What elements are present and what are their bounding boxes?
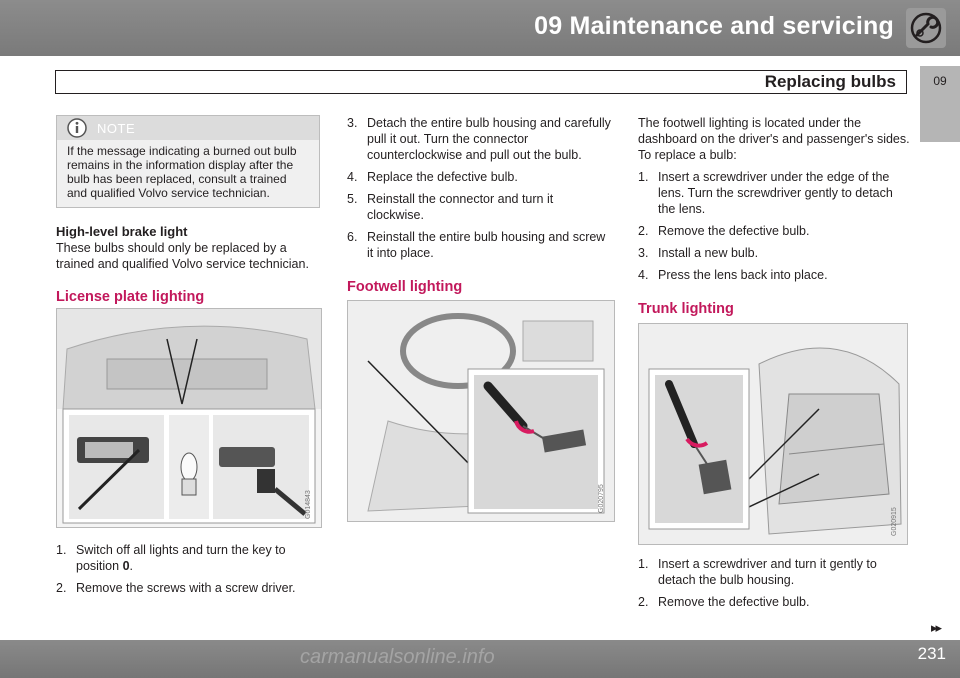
trunk-figure xyxy=(638,323,908,545)
license-plate-heading: License plate lighting xyxy=(56,289,205,305)
trunk-heading: Trunk lighting xyxy=(638,301,734,317)
info-icon xyxy=(67,118,87,138)
list-item: 1. Switch off all lights and turn the key to position 0. xyxy=(56,543,286,573)
trunk-figure-code: G020915 xyxy=(891,507,898,536)
list-item: 2. Remove the defective bulb. xyxy=(638,224,810,238)
list-item: 2. Remove the defective bulb. xyxy=(638,595,810,609)
footwell-figure-code: G020795 xyxy=(598,484,605,513)
wrench-gear-icon xyxy=(906,8,946,48)
list-item: 6. Reinstall the entire bulb housing and screw it into place. xyxy=(347,230,606,260)
list-item: 5. Reinstall the connector and turn it clockwise. xyxy=(347,192,554,222)
note-text: If the message indicating a burned out bulb remains in the information display after the bulb has been replaced, consult a trained and qualified Volvo service technician. xyxy=(67,144,297,200)
continue-arrows-icon: ▸▸ xyxy=(930,620,940,635)
column-middle xyxy=(347,115,613,295)
license-plate-figure-code: G014843 xyxy=(305,490,312,519)
footwell-figure xyxy=(347,300,615,522)
brake-light-heading: High-level brake light xyxy=(56,224,188,239)
list-item: 1. Insert a screwdriver and turn it gently to detach the bulb housing. xyxy=(638,557,877,587)
list-item: 4. Press the lens back into place. xyxy=(638,268,828,282)
footwell-intro: The footwell lighting is located under the dashboard on the driver's and passenger's sides. To replace a bulb: xyxy=(638,116,910,162)
list-item: 1. Insert a screwdriver under the edge of the lens. Turn the screwdriver gently to detach the lens. xyxy=(638,170,893,216)
chapter-title: 09 Maintenance and servicing xyxy=(534,12,894,40)
trunk-steps xyxy=(638,556,910,616)
page-number: 231 xyxy=(917,644,946,663)
note-header xyxy=(57,116,319,140)
section-header xyxy=(55,70,907,94)
list-item: 4. Replace the defective bulb. xyxy=(347,170,518,184)
note-label: NOTE xyxy=(97,121,136,136)
chapter-tab-label: 09 xyxy=(933,74,947,88)
list-item: 3. Install a new bulb. xyxy=(638,246,759,260)
brake-light-text: These bulbs should only be replaced by a trained and qualified Volvo service technician. xyxy=(56,241,309,271)
section-title: Replacing bulbs xyxy=(764,72,896,91)
chapter-tab xyxy=(920,66,960,142)
watermark: carmanualsonline.info xyxy=(300,646,495,668)
chapter-header-bar xyxy=(0,0,960,56)
footwell-heading: Footwell lighting xyxy=(347,279,463,295)
list-item: 3. Detach the entire bulb housing and carefully pull it out. Turn the connector counterclockwise and pull out the bulb. xyxy=(347,116,611,162)
note-box xyxy=(56,115,320,208)
license-plate-steps xyxy=(56,542,320,602)
license-plate-figure xyxy=(56,308,322,528)
list-item: 2. Remove the screws with a screw driver. xyxy=(56,581,296,595)
column-left xyxy=(56,115,320,305)
column-right xyxy=(638,115,910,317)
